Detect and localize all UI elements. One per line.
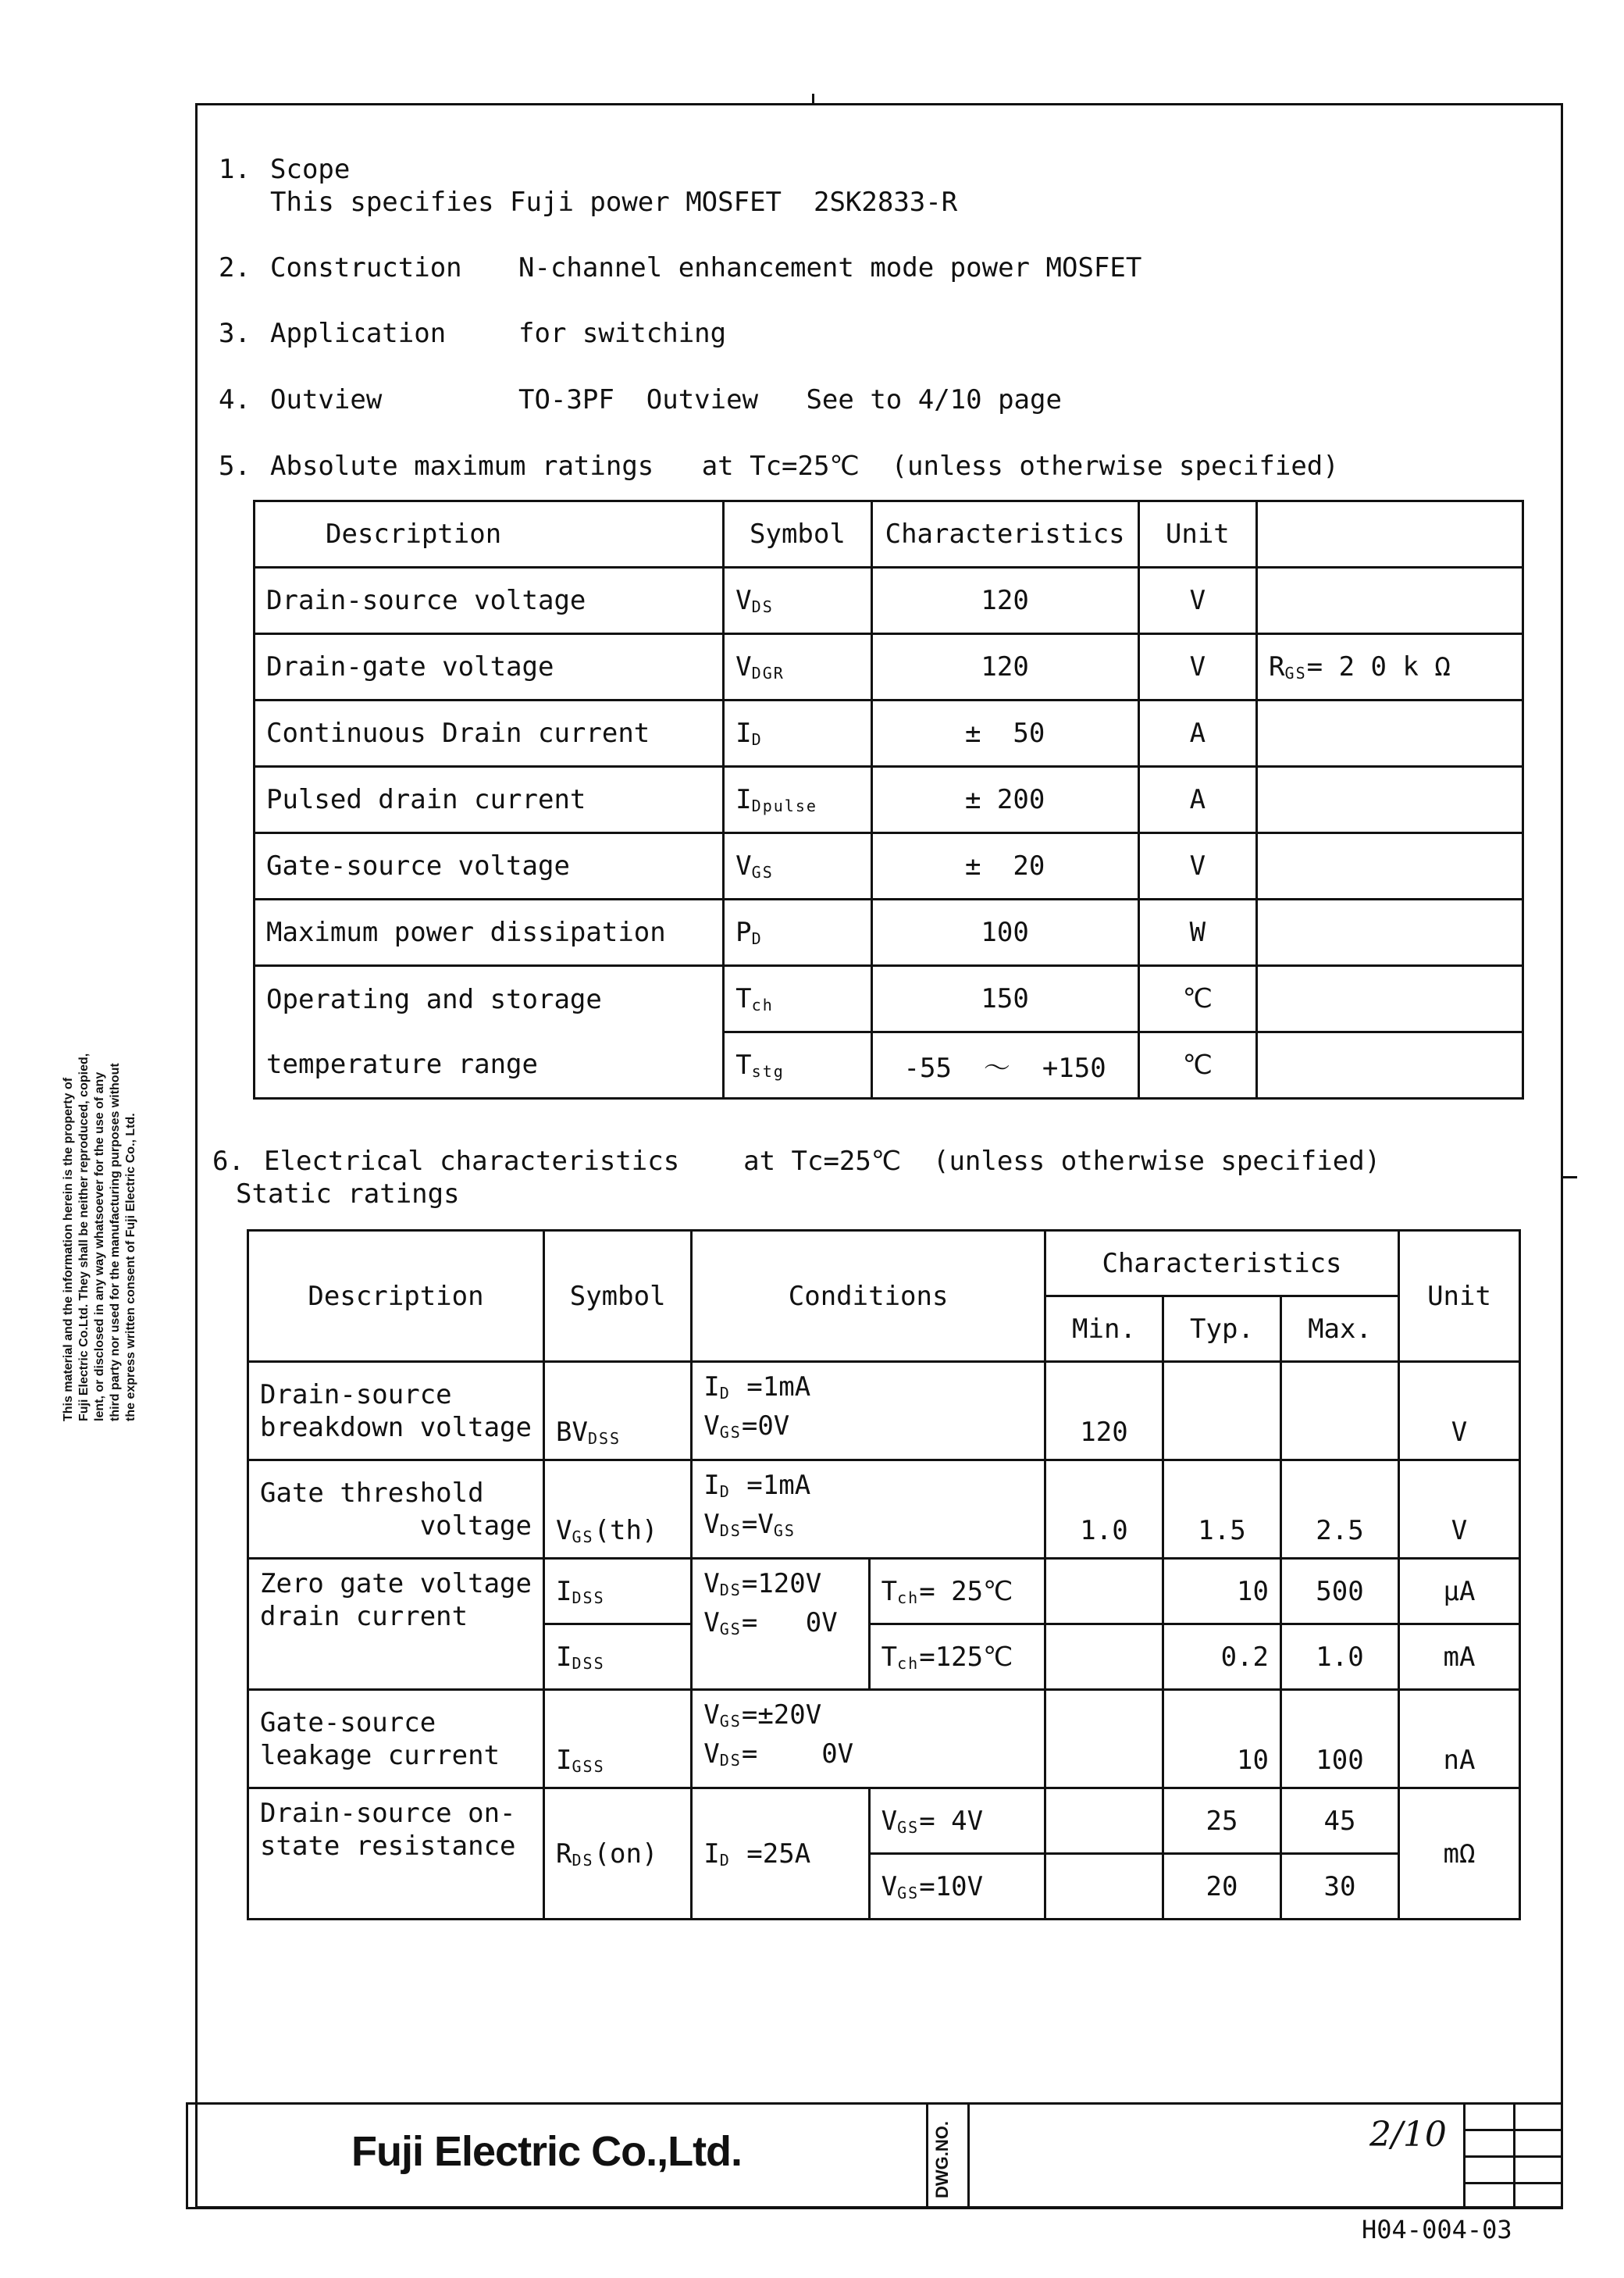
row-unit: A (1138, 701, 1256, 767)
row-value: ± 50 (871, 701, 1138, 767)
row-typ: 10 (1163, 1559, 1280, 1624)
cond-letter: V (703, 1509, 720, 1540)
header-description: Description (255, 501, 724, 568)
cond-value: = 0V (741, 1738, 854, 1770)
description-line: breakdown voltage (260, 1411, 532, 1443)
section-outview (219, 383, 1062, 416)
row-value: -55 ～ +150 (871, 1032, 1138, 1099)
row-unit: mΩ (1399, 1788, 1520, 1920)
row-note (1257, 900, 1523, 966)
row-description (248, 1460, 544, 1559)
header-conditions: Conditions (692, 1231, 1045, 1362)
row-value: 100 (871, 900, 1138, 966)
symbol-subscript: D (751, 730, 763, 749)
header-description: Description (248, 1231, 544, 1362)
symbol-letter: T (735, 1050, 752, 1081)
section-title: Construction (270, 252, 462, 283)
company-name: Fuji Electric Co.,Ltd. (351, 2128, 743, 2175)
row-description: Maximum power dissipation (255, 900, 724, 966)
footer-top-rule (186, 2102, 1563, 2105)
note-letter: R (1269, 651, 1285, 683)
symbol-subscript: DS (572, 1850, 594, 1870)
symbol-letter: I (556, 1575, 572, 1607)
row-description: Continuous Drain current (255, 701, 724, 767)
section-condition: at Tc=25℃ (unless otherwise specified) (743, 1146, 1381, 1177)
row-conditions (692, 1690, 1045, 1788)
symbol-subscript: Dpulse (751, 797, 817, 815)
row-symbol (724, 966, 871, 1032)
absolute-ratings-table (253, 500, 1524, 1100)
row-conditions (692, 1460, 1045, 1559)
row-description: temperature range (255, 1032, 724, 1099)
symbol-subscript: GS (572, 1528, 594, 1546)
row-temperature (869, 1624, 1045, 1690)
row-description: Drain-gate voltage (255, 634, 724, 701)
section-number: 1. (219, 154, 251, 185)
header-unit: Unit (1399, 1231, 1520, 1362)
dwg-number-label: DWG.NO. (932, 2121, 952, 2198)
row-unit: V (1399, 1460, 1520, 1559)
table-header-row (248, 1231, 1520, 1296)
section-number: 2. (219, 252, 251, 283)
row-max: 500 (1281, 1559, 1399, 1624)
row-typ: 0.2 (1163, 1624, 1280, 1690)
row-typ: 20 (1163, 1854, 1280, 1920)
row-note (1257, 1032, 1523, 1099)
section-text: for switching (518, 318, 727, 349)
section-title: Absolute maximum ratings (270, 451, 654, 482)
row-description (248, 1690, 544, 1788)
symbol-tail: (th) (593, 1515, 658, 1546)
cond-value: =0V (741, 1410, 790, 1442)
notice-line: the express written consent of Fuji Electric Co., Ltd. (124, 1113, 137, 1421)
header-symbol: Symbol (544, 1231, 692, 1362)
cond-subscript: D (719, 1850, 731, 1870)
section-number: 4. (219, 384, 251, 415)
symbol-letter: T (735, 983, 752, 1014)
row-unit: mA (1399, 1624, 1520, 1690)
description-line: Gate-source (260, 1706, 436, 1738)
section-text: TO-3PF Outview See to 4/10 page (518, 384, 1062, 415)
description-line: Gate threshold (260, 1477, 484, 1509)
row-conditions (692, 1362, 1045, 1460)
row-description (248, 1362, 544, 1460)
row-note (1257, 966, 1523, 1032)
confidentiality-notice (61, 922, 139, 1421)
row-symbol (544, 1460, 692, 1559)
row-symbol (544, 1690, 692, 1788)
symbol-subscript: GS (751, 863, 774, 882)
symbol-subscript: DSS (587, 1429, 621, 1448)
row-max: 45 (1281, 1788, 1399, 1854)
section-title: Outview (270, 384, 383, 415)
section-absolute-ratings (219, 450, 1339, 483)
cond-subscript: DS (719, 1521, 742, 1540)
table-row (248, 1788, 1520, 1854)
row-unit: nA (1399, 1690, 1520, 1788)
section-text: This specifies Fuji power MOSFET 2SK2833-R (270, 187, 958, 218)
cond-value: = 0V (741, 1607, 838, 1638)
row-description: Operating and storage (255, 966, 724, 1032)
symbol-letter: V (735, 651, 752, 683)
row-value: 150 (871, 966, 1138, 1032)
section-number: 3. (219, 318, 251, 349)
section-condition: at Tc=25℃ (unless otherwise specified) (701, 451, 1339, 482)
footer-left-rule (186, 2102, 188, 2208)
row-symbol (724, 767, 871, 833)
description-line: Zero gate voltage (260, 1568, 532, 1599)
row-max: 30 (1281, 1854, 1399, 1920)
row-typ (1163, 1362, 1280, 1460)
header-min: Min. (1045, 1296, 1163, 1362)
table-row (255, 900, 1523, 966)
row-symbol (544, 1362, 692, 1460)
row-gate-voltage (869, 1788, 1045, 1854)
cond-subscript: D (719, 1482, 731, 1501)
symbol-subscript: DSS (572, 1653, 605, 1673)
description-line: state resistance (260, 1831, 516, 1862)
cond-subscript: GS (719, 1423, 742, 1442)
symbol-letter: V (735, 850, 752, 882)
row-temperature (869, 1559, 1045, 1624)
row-max: 2.5 (1281, 1460, 1399, 1559)
section-construction (219, 251, 1141, 284)
row-note (1257, 767, 1523, 833)
section-number: 6. (212, 1146, 244, 1177)
row-conditions (692, 1788, 869, 1920)
row-unit: V (1138, 568, 1256, 634)
row-unit: μA (1399, 1559, 1520, 1624)
table-row (255, 833, 1523, 900)
temp-letter: T (881, 1575, 898, 1607)
row-conditions (692, 1559, 869, 1690)
note-value: = 2 0 k Ω (1306, 651, 1451, 683)
row-unit: ℃ (1138, 966, 1256, 1032)
description-line: leakage current (260, 1739, 500, 1771)
row-symbol (724, 634, 871, 701)
row-min (1045, 1788, 1163, 1854)
right-tick (1562, 1176, 1577, 1178)
temp-subscript: ch (897, 1653, 920, 1673)
note-subscript: GS (1284, 664, 1307, 683)
electrical-characteristics-table (247, 1229, 1521, 1920)
header-note (1257, 501, 1523, 568)
top-tick (812, 94, 814, 105)
vgs-value: =10V (919, 1870, 984, 1902)
cond-letter: I (703, 1371, 720, 1403)
table-row (255, 634, 1523, 701)
header-symbol: Symbol (724, 501, 871, 568)
row-value: ± 20 (871, 833, 1138, 900)
row-min (1045, 1624, 1163, 1690)
row-unit: ℃ (1138, 1032, 1256, 1099)
row-max (1281, 1362, 1399, 1460)
section-title: Scope (270, 154, 351, 185)
notice-line: lent, or disclosed in any way whatsoever for the use of any (93, 1071, 106, 1421)
notice-line: This material and the information herein is the property of (62, 1077, 75, 1421)
cond-subscript: GS (719, 1620, 742, 1638)
cond-letter: V (703, 1410, 720, 1442)
row-min: 120 (1045, 1362, 1163, 1460)
grid-line (1513, 2102, 1515, 2208)
table-row (248, 1362, 1520, 1460)
symbol-tail: (on) (593, 1838, 658, 1870)
symbol-letter: V (556, 1515, 572, 1546)
row-description: Gate-source voltage (255, 833, 724, 900)
row-value: 120 (871, 568, 1138, 634)
cond-value: =±20V (741, 1699, 822, 1731)
symbol-letter: I (735, 784, 752, 815)
row-min (1045, 1854, 1163, 1920)
vgs-letter: V (881, 1805, 898, 1837)
table-row (248, 1460, 1520, 1559)
symbol-subscript: GSS (572, 1757, 605, 1776)
description-line: Drain-source (260, 1378, 452, 1410)
symbol-subscript: DS (751, 597, 774, 616)
section-text: N-channel enhancement mode power MOSFET (518, 252, 1142, 283)
row-note (1257, 833, 1523, 900)
section-number: 5. (219, 451, 251, 482)
cond-subscript: D (719, 1384, 731, 1403)
vgs-subscript: GS (897, 1817, 920, 1837)
revision-grid (1463, 2102, 1563, 2208)
row-description: Pulsed drain current (255, 767, 724, 833)
row-min: 1.0 (1045, 1460, 1163, 1559)
row-unit: W (1138, 900, 1256, 966)
header-typ: Typ. (1163, 1296, 1280, 1362)
row-max: 1.0 (1281, 1624, 1399, 1690)
notice-line: third party nor used for the manufacturing purposes without (109, 1063, 122, 1421)
table-row (255, 701, 1523, 767)
row-description (248, 1788, 544, 1920)
footer-bottom-rule (186, 2207, 1563, 2209)
row-note (1257, 634, 1523, 701)
section-title: Application (270, 318, 447, 349)
cond-value: =1mA (730, 1470, 811, 1501)
symbol-subscript: stg (751, 1062, 785, 1081)
section-subtitle: Static ratings (236, 1178, 460, 1210)
notice-line: Fuji Electric Co.Ltd. They shall be neither reproduced, copied, (77, 1053, 91, 1421)
section-electrical (212, 1145, 1380, 1210)
row-unit: V (1138, 634, 1256, 701)
cond-value: =V (741, 1509, 774, 1540)
row-max: 100 (1281, 1690, 1399, 1788)
row-typ: 10 (1163, 1690, 1280, 1788)
table-header-row (255, 501, 1523, 568)
row-value: 120 (871, 634, 1138, 701)
row-unit: V (1138, 833, 1256, 900)
temp-value: = 25℃ (919, 1575, 1013, 1607)
symbol-letter: I (735, 718, 752, 749)
row-symbol (544, 1788, 692, 1920)
section-scope (219, 153, 957, 219)
row-symbol (724, 568, 871, 634)
row-symbol (724, 1032, 871, 1099)
table-row (248, 1690, 1520, 1788)
row-symbol (724, 833, 871, 900)
row-note (1257, 568, 1523, 634)
symbol-letter: BV (556, 1417, 588, 1448)
row-description (248, 1559, 544, 1690)
temp-subscript: ch (897, 1588, 920, 1607)
cond-letter: I (703, 1470, 720, 1501)
description-line: drain current (260, 1601, 468, 1632)
cond-letter: V (703, 1699, 720, 1731)
row-typ: 1.5 (1163, 1460, 1280, 1559)
row-symbol (724, 900, 871, 966)
symbol-letter: P (735, 917, 752, 948)
cond-value: =25A (730, 1838, 811, 1870)
document-code: H04-004-03 (1362, 2215, 1512, 2244)
description-line: Drain-source on- (260, 1798, 516, 1829)
temp-letter: T (881, 1641, 898, 1673)
table-row (255, 1032, 1523, 1099)
table-row (255, 966, 1523, 1032)
cond-subscript: DS (719, 1581, 742, 1599)
cond-subscript: GS (773, 1521, 796, 1540)
header-unit: Unit (1138, 501, 1256, 568)
table-row (255, 568, 1523, 634)
table-row (248, 1559, 1520, 1624)
row-description: Drain-source voltage (255, 568, 724, 634)
page-number: 2/10 (1369, 2115, 1447, 2155)
vgs-subscript: GS (897, 1883, 920, 1902)
temp-value: =125℃ (919, 1641, 1013, 1673)
vgs-letter: V (881, 1870, 898, 1902)
cond-value: =120V (741, 1568, 822, 1599)
row-value: ± 200 (871, 767, 1138, 833)
cond-value: =1mA (730, 1371, 811, 1403)
row-min (1045, 1559, 1163, 1624)
description-line: voltage (419, 1510, 532, 1542)
symbol-letter: R (556, 1838, 572, 1870)
symbol-subscript: DGR (751, 664, 785, 683)
cond-subscript: GS (719, 1712, 742, 1731)
cond-subscript: DS (719, 1751, 742, 1770)
row-unit: A (1138, 767, 1256, 833)
symbol-subscript: ch (751, 996, 774, 1014)
section-title: Electrical characteristics (264, 1146, 680, 1177)
cond-letter: I (703, 1838, 720, 1870)
row-symbol (544, 1624, 692, 1690)
row-note (1257, 701, 1523, 767)
row-typ: 25 (1163, 1788, 1280, 1854)
row-symbol (544, 1559, 692, 1624)
row-unit: V (1399, 1362, 1520, 1460)
header-max: Max. (1281, 1296, 1399, 1362)
row-min (1045, 1690, 1163, 1788)
cond-letter: V (703, 1738, 720, 1770)
row-gate-voltage (869, 1854, 1045, 1920)
symbol-subscript: D (751, 929, 763, 948)
symbol-subscript: DSS (572, 1588, 605, 1607)
cond-letter: V (703, 1568, 720, 1599)
row-symbol (724, 701, 871, 767)
cond-letter: V (703, 1607, 720, 1638)
header-characteristics: Characteristics (1045, 1231, 1398, 1296)
table-row (255, 767, 1523, 833)
symbol-letter: I (556, 1641, 572, 1673)
section-application (219, 317, 726, 350)
header-characteristics: Characteristics (871, 501, 1138, 568)
symbol-letter: V (735, 585, 752, 616)
symbol-letter: I (556, 1745, 572, 1776)
vgs-value: = 4V (919, 1805, 984, 1837)
